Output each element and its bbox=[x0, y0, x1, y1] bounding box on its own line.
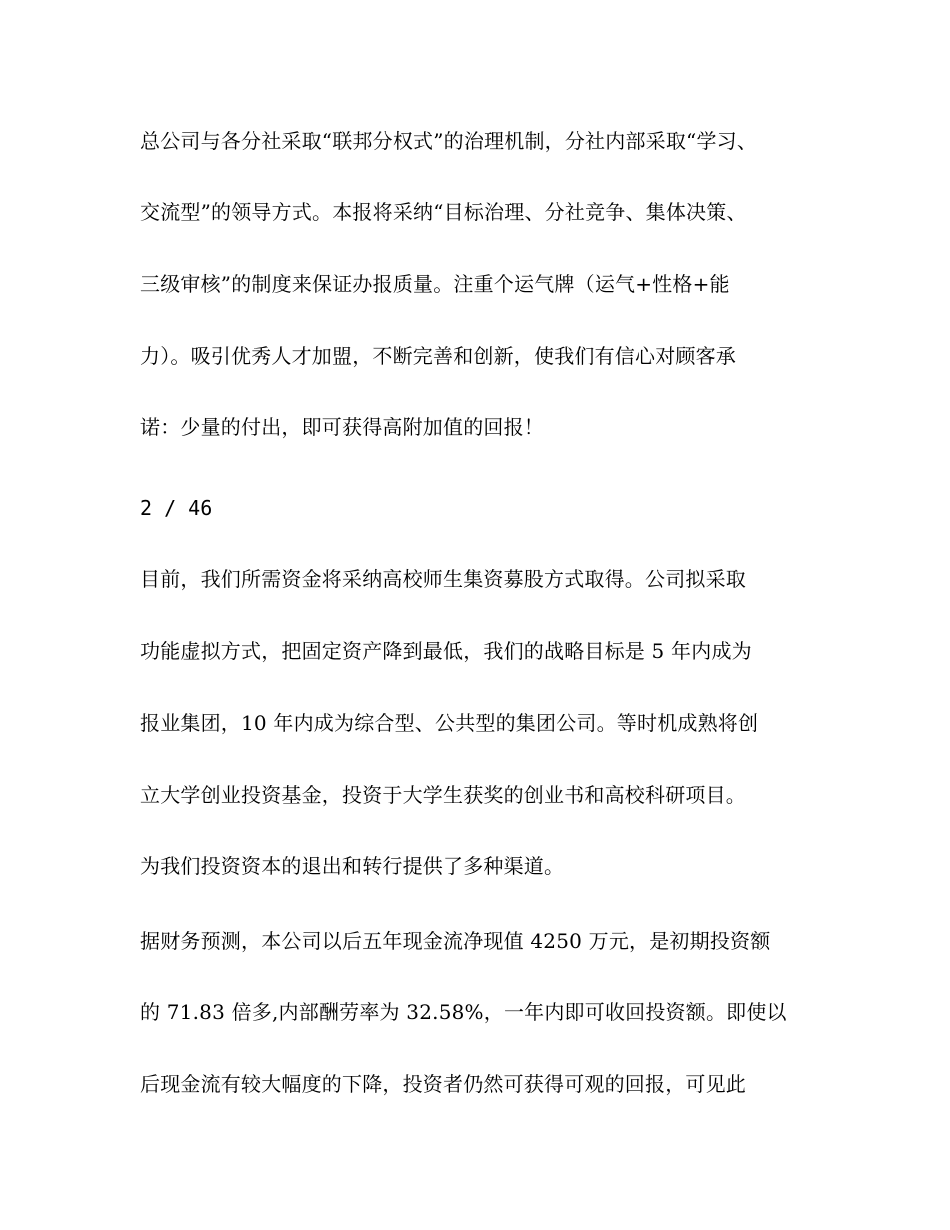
paragraph-3-line-3: 后现金流有较大幅度的下降，投资者仍然可获得可观的回报，可见此 bbox=[140, 1072, 746, 1096]
paragraph-1-line-4: 力）。吸引优秀人才加盟，不断完善和创新，使我们有信心对顾客承 bbox=[140, 344, 736, 368]
page-number: 2 / 46 bbox=[140, 496, 213, 520]
paragraph-2-line-5: 为我们投资资本的退出和转行提供了多种渠道。 bbox=[140, 854, 565, 878]
paragraph-2-line-1: 目前，我们所需资金将采纳高校师生集资募股方式取得。公司拟采取 bbox=[140, 567, 746, 591]
paragraph-1-line-1: 总公司与各分社采取“联邦分权式”的治理机制，分社内部采取“学习、 bbox=[140, 129, 758, 153]
paragraph-3-line-2: 的 71.83 倍多,内部酬劳率为 32.58%，一年内即可收回投资额。即使以 bbox=[140, 1000, 787, 1024]
paragraph-2-line-3: 报业集团，10 年内成为综合型、公共型的集团公司。等时机成熟将创 bbox=[140, 711, 759, 735]
paragraph-2-line-4: 立大学创业投资基金，投资于大学生获奖的创业书和高校科研项目。 bbox=[140, 783, 746, 807]
paragraph-3-line-1: 据财务预测，本公司以后五年现金流净现值 4250 万元，是初期投资额 bbox=[140, 929, 771, 953]
paragraph-1-line-2: 交流型”的领导方式。本报将采纳“目标治理、分社竞争、集体决策、 bbox=[140, 200, 747, 224]
paragraph-1-line-3: 三级审核”的制度来保证办报质量。注重个运气牌（运气+性格+能 bbox=[140, 272, 730, 296]
paragraph-1-line-5: 诺：少量的付出，即可获得高附加值的回报！ bbox=[140, 415, 544, 439]
paragraph-2-line-2: 功能虚拟方式，把固定资产降到最低，我们的战略目标是 5 年内成为 bbox=[140, 639, 752, 663]
